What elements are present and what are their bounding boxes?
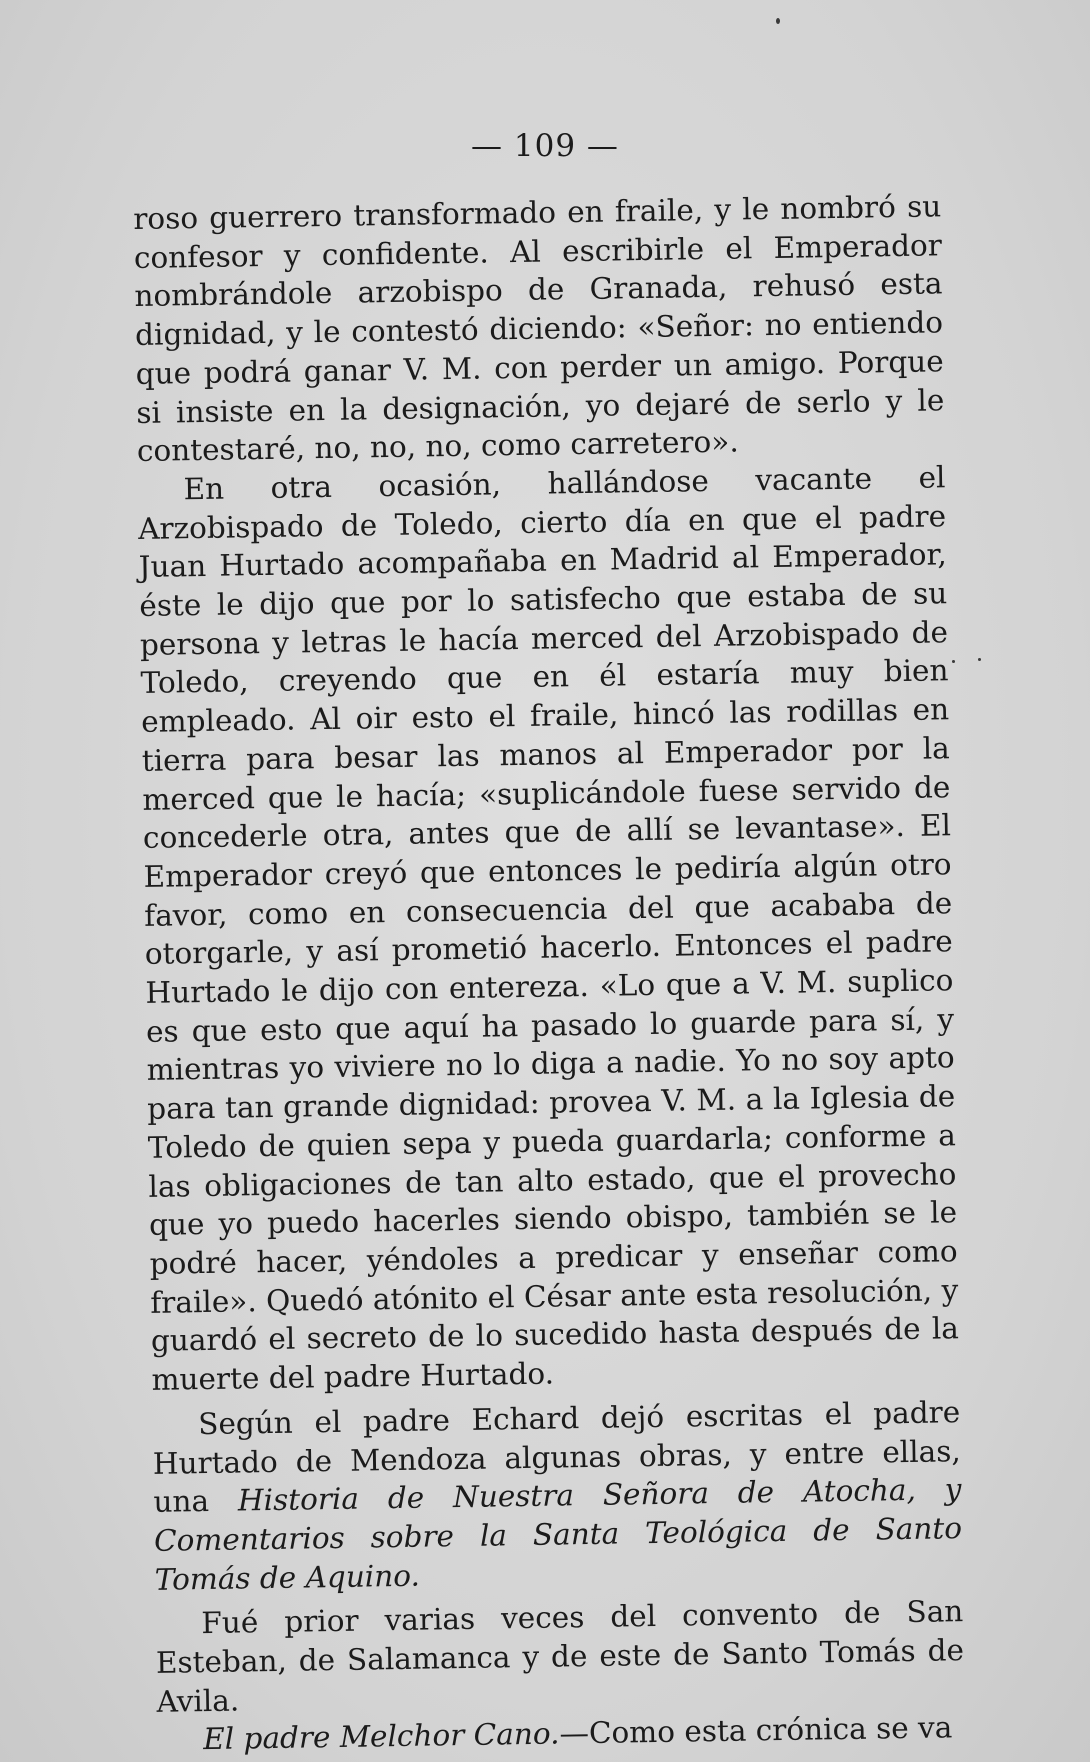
paper-speck	[978, 658, 981, 661]
paragraph-3	[152, 1393, 963, 1599]
page-number: — 109 —	[471, 128, 619, 164]
section-heading-melchor-cano: El padre Melchor Cano.	[202, 1716, 560, 1757]
paragraph-3-italic-titles: Historia de Nuestra Señora de Atocha, y Comentarios sobre la Santa Teológica de Santo Tomás de Aquino.	[153, 1472, 963, 1597]
paragraph-2: En otra ocasión, hallándose vacante el Arzobispado de Toledo, cierto día en que el padre Juan Hurtado acompañaba en Madrid al Emperador, éste le dijo que por lo satisfecho que estaba de su persona y letras le hacía merced del Arzobispado de Toledo, creyendo que en él estaría muy bien empleado. Al oir esto el fraile, hincó las rodillas en tierra para besar las manos al Emperador por la merced que le hacía; «suplicándole fuese servido de concederle otra, antes que de allí se levantase». El Emperador creyó que entonces le pediría algún otro favor, como en consecuencia del que acababa de otorgarle, y así prometió hacerlo. Entonces el padre Hurtado le dijo con entereza. «Lo que a V. M. suplico es que esto que aquí ha pasado lo guarde para sí, y mientras yo viviere no lo diga a nadie. Yo no soy apto para tan grande dignidad: provea V. M. a la Iglesia de Toledo de quien sepa y pueda guardarla; conforme a las obligaciones de tan alto estado, que el provecho que yo puedo hacerles siendo obispo, también se le podré hacer, yéndoles a predicar y enseñar como fraile». Quedó atónito el César ante esta resolución, y guardó el secreto de lo sucedido hasta después de la muerte del padre Hurtado.	[137, 460, 960, 1397]
paragraph-5-text: —Como esta crónica se va	[559, 1710, 953, 1751]
paper-speck	[776, 18, 780, 24]
paragraph-1: roso guerrero transformado en fraile, y le nombró su confesor y confidente. Al escribirle el Emperador nombrándole arzobispo de Granada, rehusó esta dignidad, y le contestó diciendo: «Señor: no entiendo que podrá ganar V. M. con perder un amigo. Porque si insiste en la designación, yo dejaré de serlo y le contestaré, no, no, no, como carretero».	[133, 189, 945, 469]
paper-speck	[952, 660, 955, 663]
body-text	[133, 187, 965, 1760]
paragraph-4: Fué prior varias veces del convento de San Esteban, de Salamanca y de este de Santo Tomás de Avila.	[155, 1594, 965, 1719]
paragraph-3-text: Según el padre Echard dejó escritas el padre Hurtado de Mendoza algunas obras, y entre ellas, una	[152, 1394, 962, 1520]
